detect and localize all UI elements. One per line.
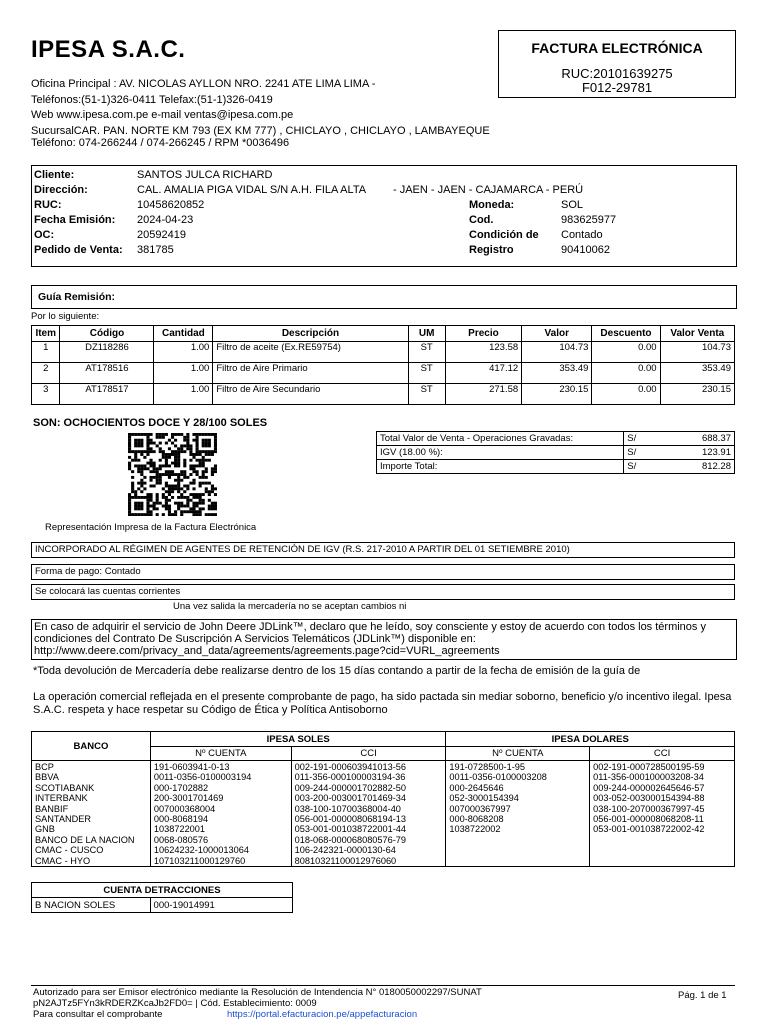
cell-valor-venta: 104.73 (660, 342, 734, 363)
col-descuento: Descuento (592, 326, 660, 342)
consult-url-link[interactable]: https://portal.efacturacion.pe/appefacturacion (227, 1009, 418, 1020)
ipesa-soles-header: IPESA SOLES (150, 732, 446, 747)
cell-descuento: 0.00 (592, 363, 660, 384)
qr-code (128, 433, 217, 516)
cell-precio: 271.58 (445, 384, 521, 405)
dolares-accounts: 191-0728500-1-95 0011-0356-0100003208 000-2645646 052-3000154394 007000367997 000-8068208 1038722002 (446, 761, 590, 867)
registry: 90410062 (561, 244, 610, 256)
detracciones-header: CUENTA DETRACCIONES (32, 883, 293, 898)
total-value: 123.91 (664, 446, 735, 460)
purchase-order: 20592419 (137, 229, 186, 241)
dolares-account-header: Nº CUENTA (446, 747, 590, 761)
issuer-ruc: RUC:20101639275 (561, 66, 673, 81)
col-cantidad: Cantidad (154, 326, 213, 342)
soles-cci-header: CCI (291, 747, 446, 761)
guia-remision-box (31, 285, 737, 309)
cell-precio: 123.58 (445, 342, 521, 363)
cell-precio: 417.12 (445, 363, 521, 384)
cell-valor: 104.73 (522, 342, 592, 363)
cell-um: ST (408, 363, 445, 384)
client-name: SANTOS JULCA RICHARD (137, 169, 273, 181)
soles-account-header: Nº CUENTA (150, 747, 291, 761)
web-email: Web www.ipesa.com.pe e-mail ventas@ipesa.com.pe (31, 109, 294, 121)
currency: SOL (561, 199, 584, 211)
jdlink-url: http://www.deere.com/privacy_and_data/agreements/agreements.page?cid=VURL_agreements (34, 645, 500, 657)
items-header-row (32, 326, 735, 342)
soles-accounts: 191-0603941-0-13 0011-0356-0100003194 000-1702882 200-3001701469 007000368004 000-8068194 1038722001 0068-080576 10624232-1000013064 107103211000129760 (150, 761, 291, 867)
bank-accounts-table (31, 731, 735, 867)
invoice-type: FACTURA ELECTRÓNICA (531, 40, 703, 56)
invoice-number: F012-29781 (581, 80, 653, 95)
guia-label: Guía Remisión: (38, 291, 116, 303)
jdlink-line-1: En caso de adquirir el servicio de John Deere JDLink™, declaro que he leído, soy consciente y estoy de acuerdo con todos los términos y (34, 621, 706, 633)
cell-descripcion: Filtro de Aire Secundario (213, 384, 408, 405)
oc-label: OC: (34, 229, 55, 241)
cell-valor-venta: 230.15 (660, 384, 734, 405)
sales-order-label: Pedido de Venta: (34, 244, 123, 256)
col-um: UM (408, 326, 445, 342)
cell-descuento: 0.00 (592, 342, 660, 363)
anti-bribery-2: S.A.C. respeta y hace respetar su Código de Ética y Política Antisoborno (33, 704, 388, 716)
branch-address: SucursalCAR. PAN. NORTE KM 793 (EX KM 777) , CHICLAYO , CHICLAYO , LAMBAYEQUE (31, 125, 490, 137)
cell-codigo: DZ118286 (60, 342, 154, 363)
cell-valor: 353.49 (522, 363, 592, 384)
col-descripcion: Descripción (213, 326, 408, 342)
bank-header: BANCO (32, 732, 151, 761)
cell-valor-venta: 353.49 (660, 363, 734, 384)
soles-cci: 002-191-000603941013-56 011-356-000100003194-36 009-244-000001702882-50 003-200-003001701469-34 038-100-10700368004-40 056-001-000008068194-13 053-001-001038722001-44 018-068-000068080576-79 106-242321-0000130-64 80810321100012976060 (291, 761, 446, 867)
cell-um: ST (408, 384, 445, 405)
payment-condition: Contado (561, 229, 603, 241)
amount-in-words: SON: OCHOCIENTOS DOCE Y 28/100 SOLES (33, 417, 268, 429)
ruc-label: RUC: (34, 199, 62, 211)
total-label: IGV (18.00 %): (377, 446, 624, 460)
col-valor: Valor (522, 326, 592, 342)
total-label: Total Valor de Venta - Operaciones Gravadas: (377, 432, 624, 446)
payment-method: Forma de pago: Contado (31, 564, 735, 580)
cell-descripcion: Filtro de aceite (Ex.RE59754) (213, 342, 408, 363)
cell-item: 2 (32, 363, 60, 384)
total-currency: S/ (624, 432, 664, 446)
cell-item: 3 (32, 384, 60, 405)
dolares-cci-header: CCI (590, 747, 735, 761)
cell-um: ST (408, 342, 445, 363)
client-label: Cliente: (34, 169, 75, 181)
cell-cantidad: 1.00 (154, 384, 213, 405)
client-address: CAL. AMALIA PIGA VIDAL S/N A.H. FILA ALTA (137, 184, 367, 196)
table-row (32, 363, 735, 384)
return-policy: *Toda devolución de Mercadería debe realizarse dentro de los 15 días contando a partir de la fecha de emisión de la guía de (33, 665, 641, 677)
cell-cantidad: 1.00 (154, 363, 213, 384)
total-row (377, 446, 735, 460)
cell-valor: 230.15 (522, 384, 592, 405)
retencion-notice: INCORPORADO AL RÉGIMEN DE AGENTES DE RETENCIÓN DE IGV (R.S. 217-2010 A PARTIR DEL 01 SETIEMBRE 2010) (31, 542, 735, 558)
cell-item: 1 (32, 342, 60, 363)
cell-codigo: AT178516 (60, 363, 154, 384)
total-currency: S/ (624, 446, 664, 460)
bank-names: BCP BBVA SCOTIABANK INTERBANK BANBIF SANTANDER GNB BANCO DE LA NACION CMAC - CUSCO CMAC - HYO (32, 761, 151, 867)
issue-date-label: Fecha Emisión: (34, 214, 116, 226)
col-valor-venta: Valor Venta (660, 326, 734, 342)
registry-label: Registro (469, 244, 514, 256)
table-row (32, 342, 735, 363)
page-number: Pág. 1 de 1 (678, 990, 727, 1001)
company-name: IPESA S.A.C. (31, 36, 186, 63)
anti-bribery-1: La operación comercial reflejada en el presente comprobante de pago, ha sido pactada sin mediar soborno, beneficio y/o incentivo ilegal. Ipesa (33, 691, 732, 703)
client-info-box (31, 165, 737, 267)
total-value: 688.37 (664, 432, 735, 446)
accounts-note: Se colocará las cuentas corrientes (31, 584, 735, 600)
total-row (377, 432, 735, 446)
cell-descuento: 0.00 (592, 384, 660, 405)
total-value: 812.28 (664, 460, 735, 474)
col-codigo: Código (60, 326, 154, 342)
total-label: Importe Total: (377, 460, 624, 474)
no-exchange-note: Una vez salida la mercadería no se aceptan cambios ni (173, 601, 407, 612)
items-table (31, 325, 735, 405)
por-lo-siguiente: Por lo siguiente: (31, 311, 100, 322)
currency-label: Moneda: (469, 199, 515, 211)
condition-label: Condición de (469, 229, 539, 241)
client-address-region: - JAEN - JAEN - CAJAMARCA - PERÚ (393, 184, 584, 196)
qr-caption: Representación Impresa de la Factura Electrónica (45, 522, 257, 533)
jdlink-box (31, 619, 737, 660)
cell-codigo: AT178517 (60, 384, 154, 405)
consult-label: Para consultar el comprobante (33, 1009, 163, 1020)
sunat-authorization: Autorizado para ser Emisor electrónico mediante la Resolución de Intendencia N° 0180050002297/SUNAT (33, 987, 482, 998)
detracciones-account: 000-19014991 (150, 898, 292, 913)
detracciones-table (31, 882, 293, 913)
jdlink-line-2: condiciones del Contrato De Suscripción A Servicios Telemáticos (JDLink™) disponible en: (34, 633, 476, 645)
cell-descripcion: Filtro de Aire Primario (213, 363, 408, 384)
detracciones-bank: B NACION SOLES (32, 898, 151, 913)
branch-phones: Teléfono: 074-266244 / 074-266245 / RPM *0036496 (31, 137, 290, 149)
issue-date: 2024-04-23 (137, 214, 194, 226)
client-ruc: 10458620852 (137, 199, 205, 211)
sales-order: 381785 (137, 244, 174, 256)
footer-divider (31, 985, 735, 986)
office-address: Oficina Principal : AV. NICOLAS AYLLON NRO. 2241 ATE LIMA LIMA - (31, 78, 376, 90)
address-label: Dirección: (34, 184, 88, 196)
dolares-cci: 002-191-000728500195-59 011-356-000100003208-34 009-244-000002645646-57 003-052-003000154394-88 038-100-207000367997-45 056-001-000008068208-11 053-001-001038722002-42 (590, 761, 735, 867)
cell-cantidad: 1.00 (154, 342, 213, 363)
col-item: Item (32, 326, 60, 342)
phones: Teléfonos:(51-1)326-0411 Telefax:(51-1)326-0419 (31, 94, 273, 106)
hash-establishment: pN2AJTz5FYn3kRDERZKcaJb2FD0= | Cód. Establecimiento: 0009 (33, 998, 317, 1009)
totals-table (376, 431, 735, 474)
ipesa-dolares-header: IPESA DOLARES (446, 732, 735, 747)
total-row (377, 460, 735, 474)
client-code: 983625977 (561, 214, 617, 226)
cod-label: Cod. (469, 214, 494, 226)
table-row (32, 384, 735, 405)
invoice-id-box (498, 30, 736, 98)
total-currency: S/ (624, 460, 664, 474)
col-precio: Precio (445, 326, 521, 342)
